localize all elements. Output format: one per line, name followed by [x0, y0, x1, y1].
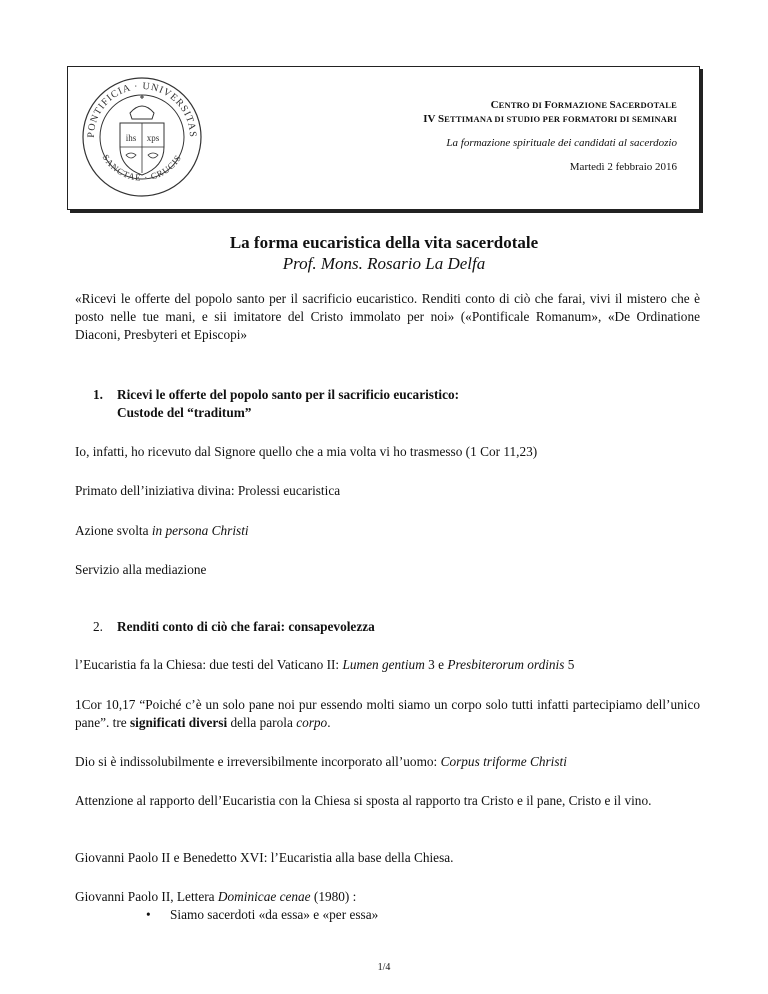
center-name: CENTRO DI FORMAZIONE SACERDOTALE: [490, 99, 677, 111]
s2-paragraph-6: Giovanni Paolo II, Lettera Dominicae cenae (1980) :: [75, 889, 357, 904]
section-2-heading: 2. Renditi conto di ciò che farai: consapevolezza: [93, 619, 375, 634]
s1-paragraph-2: Primato dell’iniziativa divina: Prolessi eucaristica: [75, 483, 341, 498]
svg-text:SANCTAE · CRUCIS: SANCTAE · CRUCIS: [100, 152, 184, 183]
list-item: • Siamo sacerdoti «da essa» e «per essa»: [146, 907, 379, 922]
s1-paragraph-3: Azione svolta in persona Christi: [75, 523, 249, 538]
bullet-icon: •: [146, 907, 151, 922]
s2-paragraph-3: Dio si è indissolubilmente e irreversibilmente incorporato all’uomo: Corpus triforme Christi: [75, 754, 567, 769]
s2-paragraph-4: Attenzione al rapporto dell’Eucaristia con la Chiesa si sposta al rapporto tra Cristo e il pane, Cristo e il vino.: [75, 793, 652, 808]
svg-text:ihs: ihs: [125, 133, 137, 143]
header-date: Martedì 2 febbraio 2016: [569, 161, 677, 173]
header-subtitle: La formazione spirituale dei candidati al sacerdozio: [446, 137, 677, 149]
s1-paragraph-4: Servizio alla mediazione: [75, 562, 207, 577]
page-number: 1/4: [377, 962, 391, 973]
s2-paragraph-1: l’Eucaristia fa la Chiesa: due testi del Vaticano II: Lumen gentium 3 e Presbiterorum ordinis 5: [75, 657, 575, 672]
header-box: [67, 66, 700, 210]
week-title: IV SETTIMANA DI STUDIO PER FORMATORI DI SEMINARI: [423, 113, 677, 125]
svg-text:xps: xps: [146, 133, 160, 143]
university-seal-icon: [80, 75, 204, 199]
document-author: Prof. Mons. Rosario La Delfa: [282, 254, 486, 273]
section-1-heading: 1. Ricevi le offerte del popolo santo per il sacrificio eucaristico: Custode del “traditum”: [93, 387, 460, 420]
s2-paragraph-5: Giovanni Paolo II e Benedetto XVI: l’Eucaristia alla base della Chiesa.: [75, 850, 454, 865]
epigraph: «Ricevi le offerte del popolo santo per il sacrificio eucaristico. Renditi conto di ciò che farai, vivi il mistero che è posto nelle tue mani, e sii imitatore del Cristo immolato per noi» («Pontificale Romanum», «De Ordinatione Diaconi, Presbyteri et Episcopi»: [75, 291, 700, 342]
s1-paragraph-1: Io, infatti, ho ricevuto dal Signore quello che a mia volta vi ho trasmesso (1 Cor 11,23): [75, 444, 538, 459]
header-text: [423, 98, 677, 174]
svg-text:PONTIFICIA · UNIVERSITAS: PONTIFICIA · UNIVERSITAS: [85, 80, 199, 139]
s2-paragraph-2: 1Cor 10,17 “Poiché c’è un solo pane noi pur essendo molti siamo un corpo solo tutti infatti partecipiamo dell’unico pane”. tre significati diversi della parola corpo.: [75, 697, 700, 730]
document-title: La forma eucaristica della vita sacerdotale: [229, 233, 539, 252]
